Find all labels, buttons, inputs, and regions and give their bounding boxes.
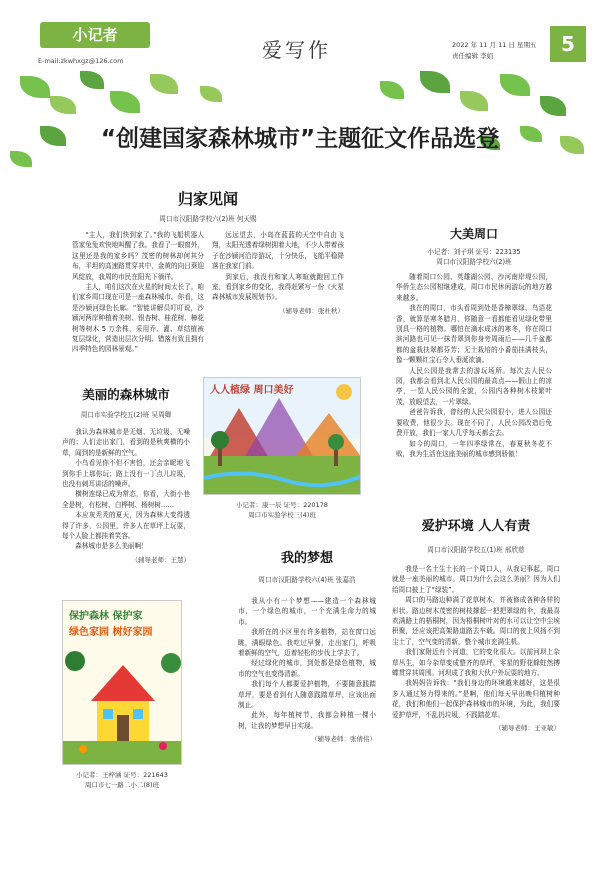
drawing-slogan: 保护森林 保护家 [69,611,143,622]
paragraph: 我们家附近有个河道，它的变化很大。以前河坝上杂草丛生，如今杂草变成整齐的草坪，零星的野花蜂蛀然搏蝶贯穿其周围。河坝成了我和大伙户外玩耍的地方。 [392,648,560,678]
article-byline: 周口市汉阳路学校六(2)班 [436,258,512,266]
paragraph: 我认为森林城市是无烟、无垃圾、无噪声的；人们走出家门，看到的是秋爽横的小草，闻到的是新鲜的空气。 [62,428,190,457]
paragraph: 横树连绿已成为常态，你看，大街小巷全是树，有松树、白桦树、杨树树…… [62,490,190,509]
date-text: 2022 年 11 月 11 日 星期五 [452,41,537,49]
paragraph: 到家后，我没有和家人寒暄就跑回工作室，看到家乡的变化，我得赶紧写一份《火星森林城市发展规划书》。 [212,272,344,302]
door-shape [117,715,129,741]
leaf-icon [150,74,178,94]
paragraph: 我在的周口，市头看周到处是香樟翠绿、鸟语花香，就算是寒冬腊月，你随意一看都能看见绿化带里别具一格的植物。哪怕在滴水成冰的寒冬，你在周口滨河路也可见一抹青翠到你身旁周雨后——几千盆都都的盆栽扶翠都芬芳；无土栽培的小番茄挂满枝头，像一颗颗红宝石令人垂涎欲滴。 [396,304,552,365]
leaf-icon [540,96,566,116]
article-senlin [62,385,190,564]
paragraph: 我们每个人都要爱护植物，不要随意践踏草坪，要是看到有人随意践踏草坪，应该出面制止。 [238,680,376,710]
article-title: 爱护环境 人人有责 [421,519,531,534]
leaf-icon [560,136,584,154]
teacher-credit: （辅导老师：王慧） [131,555,190,564]
drawing-slogan: 绿色家园 树好家园 [69,627,153,638]
paragraph: 主人，咱们这次在火星的时间太长了。咱们家乡周口现在可是一座森林城市。你看，这是沙颍河绿色长廊。“智能讲解员叮叮说，沙颍河两岸种植着美树、银杏树、桂花树、樟花树等树木 5 万余株，采用乔、灌、草结植被复层绿化，营造出层次分明、错落有致且拥有四季特色的园林景观。” [72,283,204,354]
article-mengxiang [238,547,376,743]
paragraph: 此外，每年植树节，我都会种植一棵小树，让我的梦想早日实现。 [238,711,376,730]
drawing-caption: 小记者：王梓涵 证号：221643 [76,771,168,779]
paragraph: 随着周口公园、英雄湖公园、沙河南岸堤公园，华侨生态公园相继建成，周口市民休闲游玩的地方越来越多。 [396,273,552,302]
leaf-icon [200,86,222,102]
drawing-caption: 周口市实验学校三(4)班 [248,511,316,519]
paragraph: 经过绿化的城市，到处都是绿色植物，城市的空气也变得清新。 [238,659,376,678]
leaf-icon [50,96,76,114]
leaf-icon [110,91,140,113]
leaf-icon [420,71,450,93]
article-byline: 周口市实验学校五(2)班 吴周卿 [80,411,172,419]
article-dameizhoukou [396,225,552,459]
paragraph: 本应灰秃秃的夏天，因为森林大变得透得了许多，公园里，许多人在草坪上玩耍，每个人脸上都挂着笑容。 [62,511,190,541]
drawing-caption: 小记者：康一辰 证号：220178 [236,501,328,509]
leaf-icon [10,151,32,167]
article-title: 大美周口 [449,227,498,241]
sun-icon [336,384,352,400]
teacher-credit: （辅导老师：张倩伟） [311,735,376,744]
page-header [0,0,600,66]
paragraph: 我所在的小区里有许多植物，站在窗口远眺，满眼绿色。我吃过早餐，走出家门，呼吸着新鲜的空气，迈着轻松的步伐上学去了。 [238,628,376,658]
leaf-icon [460,91,488,111]
paragraph: 我从小有一个梦想——建造一个森林城市，一个绿色的城市，一个充满生命力的城市。 [238,597,376,626]
article-title: 我的梦想 [280,551,333,566]
paragraph: 我是一名土生土长的一个周口人，从我记事起，周口就是一座美丽的城市。周口为什么会这么美丽？因为人们给周口披上了“绿装”。 [392,565,560,594]
leaf-icon [380,81,404,99]
paragraph: 如今的周口，一年四季绿常在，春夏秋冬花不败，我为生活在这座美丽的城市感到骄傲！ [396,439,552,458]
editor-text: 责任编辑 李娟 [452,52,494,60]
paragraph: 远远望去，小岛在蓝蓝的天空中自由飞翔，太阳光透着绿树拥着大地，不少人带着孩子在沙颍河沿岸游玩，十分快乐，飞船平稳降落在我家门前。 [212,231,344,271]
article-guijia [72,188,344,355]
article-aihu [392,515,560,732]
paragraph: “主人，我们快到家了。”我的飞船机器人管家兔兔欢快地叫醒了我。我看了一眼窗外，这里还是我的家乡吗？茂密的树林却何其分布，平坦的高速路贯穿其中，金黄的向日葵迎风绽放，我周的市民在阳光下徜徉。 [72,231,204,281]
paragraph: 人民公园是我常去的游玩场所。每次去人民公园，我都会看到北人民公园的最高点——假山上的凉亭，一览人民公园的全貌，公园内各种树木枝繁叶茂，放眼望去，一片翠绿。 [396,366,552,406]
brand-label: 小记者 [40,22,150,48]
article-byline: 周口市汉阳路学校六(4)班 张嘉浩 [258,576,356,584]
drawing-caption: 周口市七一路二小二(8)班 [84,781,160,789]
child-drawing-mountains [203,377,361,495]
roof-shape [91,665,155,701]
email-text: E-mail:zkwhxgz@126.com [38,57,124,65]
article-byline: 周口市汉阳路学校五(1)班 邢欣慈 [427,546,525,554]
page-number: 5 [550,26,586,62]
paragraph: 爸爸告诉我，曾经的人民公园很小，进人公园还要收费，他很少去。现在不同了，人民公园改造后免费开放，我们一家人几乎每天都会去。 [396,408,552,438]
teacher-credit: （辅导老师：王亚敏） [495,724,560,733]
paragraph: 森林城市是多么美丽啊！ [75,542,148,551]
article-title: 美丽的森林城市 [82,387,170,402]
page-title: “创建国家森林城市”主题征文作品选登 [100,126,500,152]
section-title: 爱写作 [262,38,331,62]
paragraph: 周口的马路边种满了花草树木，并被修成各种各样的形状。路边树木茂密的树枝撑起一把把翠绿的伞，我最喜欢满路上的梧桐树，因为梧桐树叶对的水可以让空中尘埃积聚，还应该把高架路道路去车载。周口的夜上风扬不到尘土了，空气变的清新，整个城市充满生机。 [392,596,560,646]
drawing-title: 人人植绿 周口美好 [210,385,294,396]
article-title: 归家见闻 [177,190,238,208]
article-byline: 周口市汉阳路学校六(2)班 何天赐 [159,215,257,223]
teacher-credit: （辅导老师：张杜秋） [279,306,344,315]
child-drawing-house [62,600,182,765]
leaf-icon [80,71,104,89]
leaf-icon [20,76,50,98]
paragraph: 小鸟看见你不但不害怕，还会亲昵地飞到你手上那你玩；路上没有一丁点儿垃圾，也没有刺耳讲话的噪声。 [62,459,190,489]
leaf-icon [500,74,530,96]
article-byline: 小记者：刘子琪 证号：223135 [427,248,521,256]
paragraph: 我妈妈告诉我：“我们身边的环境越来越好，这是很多人通过努力得来的。”是啊，他们每天早出晚归植树种花，我们和他们一起保护森林城市的环境，为此，我们要爱护草坪，不乱扔垃圾，不践踏花草。 [392,679,560,719]
